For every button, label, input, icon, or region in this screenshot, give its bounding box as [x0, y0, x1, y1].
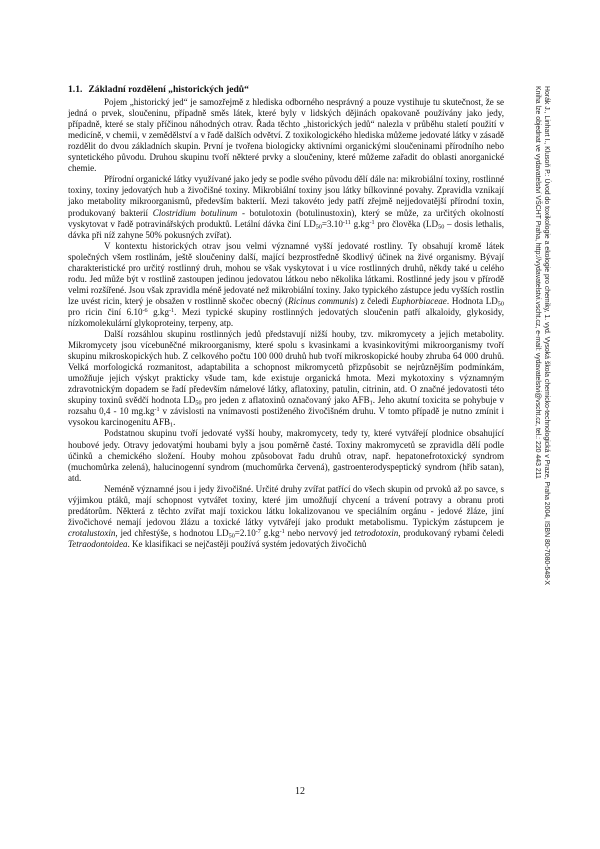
- section-heading: [68, 84, 504, 95]
- citation-line-1: Horák J., Linhart I., Klusoň P.: Úvod do toxikologie a ekologie pro chemiky, 1. vyd. Vysoká škola chemicko-technologická v Praze, Praha 2004, ISBN 80-7080-548-X: [543, 86, 550, 585]
- paragraph-6: Neméně významné jsou i jedy živočišné. Určité druhy zvířat patřící do všech skupin od prvoků až po savce, s výjimkou ptáků, mají schopnost vytvářet toxiny, které jim umožňují chycení a trávení potravy a obranu proti predátorům. Některá z těchto zvířat mají toxickou látku lokalizovanou ve speciálním orgánu - jedové žláze, jiní živočichové nemají jedovou žlázu a toxické látky vytvářejí jako produkt metabolismu. Typickým zástupcem je crotalustoxin, jed chřestýše, s hodnotou $LD_{50}=2.10^{-7}$ $g.kg^{-1}$ nebo nervový jed tetrodotoxin, produkovaný rybami čeledi Tetraodontoidea. Ke klasifikaci se nejčastěji používá systém jedovatých živočichů: [68, 483, 504, 549]
- citation-line-2: Kniha lze objednat ve vydavatelství VŠCHT Praha, http://vydavatelstvi.vscht.cz, e-mail: vydavatelstvi@vscht.cz, tel.: 220 443 211: [534, 86, 542, 479]
- paragraph-5: Podstatnou skupinu tvoří jedovaté vyšší houby, makromycety, tedy ty, které vytvářejí plodnice obsahující houbové jedy. Otravy jedovatými houbami byly a jsou poměrně časté. Toxiny makromycetů se zpravidla dělí podle účinků a chemického složení. Houby mohou způsobovat řadu druhů otrav, např. hepatonefrotoxický syndrom (muchomůrka zelená), halucinogenní syndrom (muchomůrka červená), gastroenterodyspeptický syndrom (hřib satan), atd.: [68, 428, 504, 483]
- paragraph-4: Další rozsáhlou skupinu rostlinných jedů představují nižší houby, tzv. mikromycety a jejich metabolity. Mikromycety jsou vícebuněčné mikroorganismy, které spolu s kvasinkami a kvasinkovitými mikroorganismy tvoří skupinu mikroskopických hub. Z celkového počtu 100 000 druhů hub tvoří mikroskopické houby zhruba 64 000 druhů. Velká morfologická rozmanitost, adaptabilita a schopnost mikromycetů přizpůsobit se nejrůznějším podmínkám, umožňuje jejich výskyt prakticky všude tam, kde existuje organická hmota. Mezi mykotoxiny s významným zdravotnickým dopadem se řadí především námelové látky, aflatoxiny, patulin, citrinin, atd. O značné jedovatosti této skupiny toxinů svědčí hodnota $LD_{50}$ pro jeden z aflatoxinů označovaný jako $AFB_1$. Jeho akutní toxicita se pohybuje v rozsahu 0,4 - 10 $mg.kg^{-1}$ v závislosti na vnímavosti postiženého živočišném druhu. V tomto případě je nutno zmínit i vysokou karcinogenitu $AFB_1$.: [68, 329, 505, 429]
- rotated-citation-note: [533, 86, 550, 726]
- section-number: 1.1.: [68, 84, 83, 95]
- main-text: [68, 84, 504, 550]
- section-title: Základní rozdělení „historických jedů“: [88, 84, 249, 95]
- paragraph-1: Pojem „historický jed“ je samozřejmě z hlediska odborného nesprávný a pouze vystihuje tu skutečnost, že se jedná o prvek, sloučeninu, případně směs látek, které byly v lidských dějinách opakovaně používány jako jedy, případně, které se staly příčinou náhodných otrav. Řada těchto „historických jedů“ nalezla v průběhu staletí použití v medicíně, v chemii, v zemědělství a v řadě dalších odvětví. Z toxikologického hlediska můžeme jedovaté látky v zásadě rozdělit do dvou základních skupin. První je tvořena biologicky aktivními organickými sloučeninami přírodního nebo syntetického původu. Druhou skupinu tvoří některé prvky a sloučeniny, které můžeme zařadit do oblasti anorganické chemie.: [68, 97, 504, 174]
- paragraph-3: V kontextu historických otrav jsou velmi významné vyšší jedovaté rostliny. Ty obsahují kromě látek společných všem rostlinám, ještě sloučeniny další, mající bezprostředně škodlivý účinek na živé organismy. Bývají charakteristické pro určitý rostlinný druh, mohou se však vyskytovat i u více rostlinných druhů, někdy také u celého rodu. Jed může být v rostlině zastoupen jedinou jedovatou látkou nebo několika látkami. Rostlinné jedy jsou v přírodě velmi rozšířené. Jsou však zpravidla méně jedovaté než mikrobiální toxiny. Jako typického zástupce jedu vyšších rostlin lze uvést ricin, který je obsažen v rostlinně skočec obecný (Ricinus communis) z čeledi Euphorbiaceae. Hodnota $LD_{50}$ pro ricin činí $6.10^{-6}$ $g.kg^{-1}$. Mezi typické skupiny rostlinných jedovatých sloučenin patří alkaloidy, glykosidy, nízkomolekulární glykoproteiny, terpeny, atp.: [68, 240, 504, 328]
- page-number: 12: [295, 786, 305, 797]
- paragraph-2: Přírodní organické látky využívané jako jedy se podle svého původu dělí dále na: mikrobiální toxiny, rostlinné toxiny, toxiny jedovatých hub a živočišné toxiny. Mikrobiální toxiny jsou látky bílkovinné povahy. Zpravidla vznikají jako metabolity mikroorganismů, především bakterií. Mezi takovéto jedy patří zřejmě nejjedovatější přírodní toxin, produkovaný bakterií Clostridium botulinum - botulotoxin (botulinustoxin), který se může, za určitých okolností vyskytovat v řadě potravinářských produktů. Letální dávka činí $LD_{50}=3.10^{-11}$ $g.kg^{-1}$ pro člověka ($LD_{50}$ – dosis lethalis, dávka při níž zahyne 50% pokusných zvířat).: [68, 174, 504, 240]
